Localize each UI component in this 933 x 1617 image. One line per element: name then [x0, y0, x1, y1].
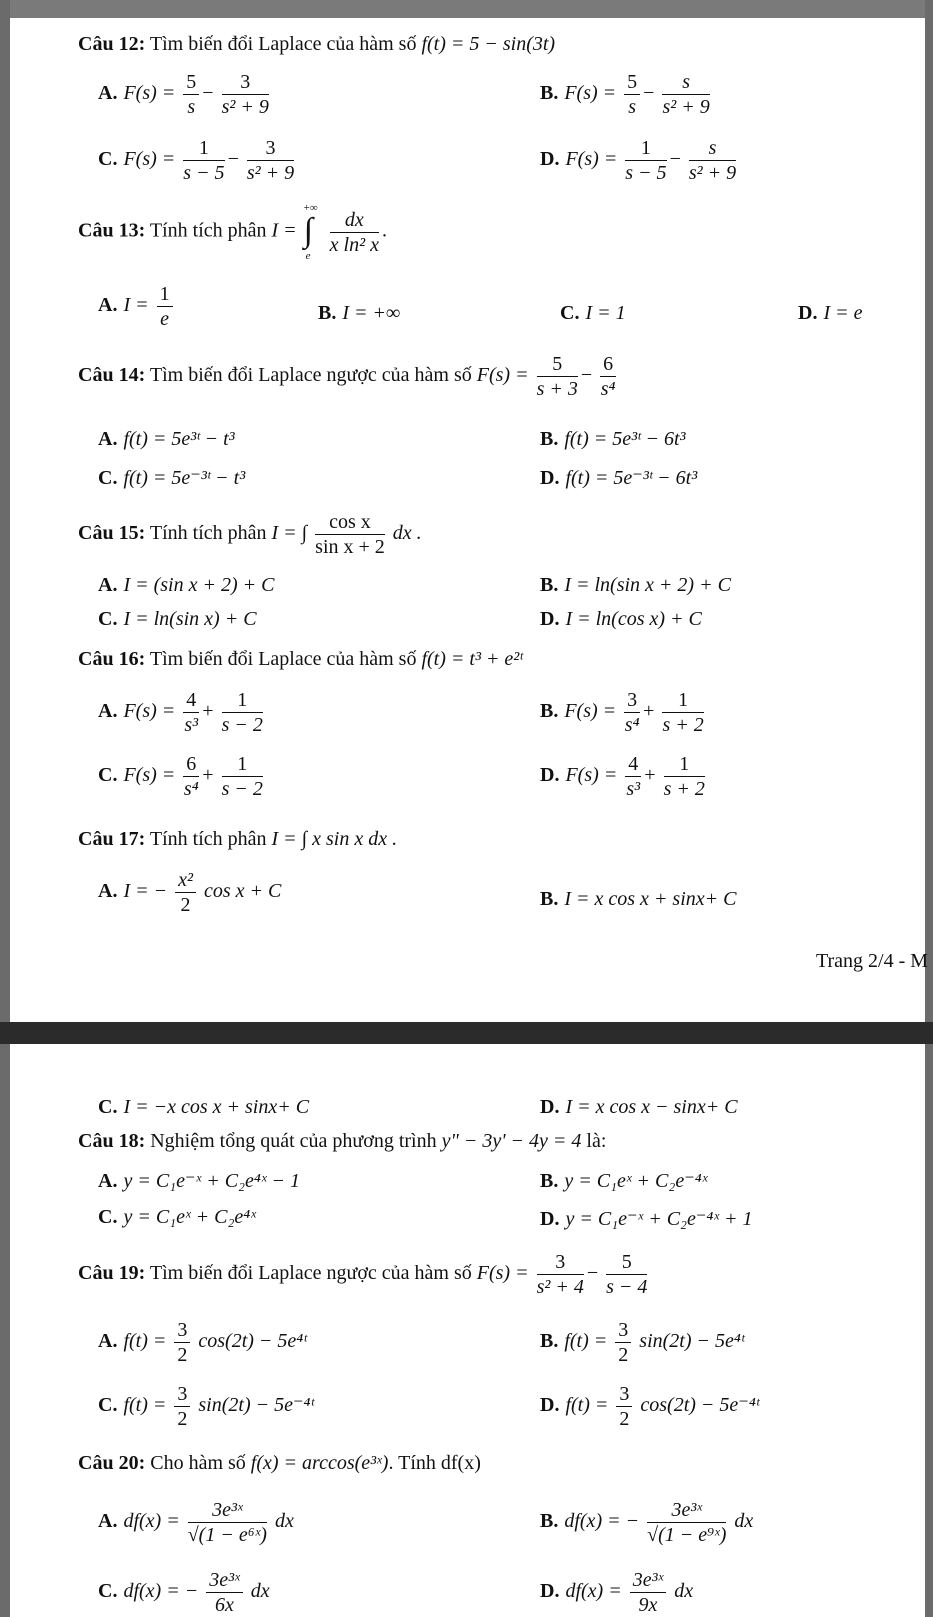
q20-option-d[interactable]: D. df(x) = $\frac{\text{3e³ˣ}}{9x}$ dx: [540, 1569, 694, 1616]
q18-option-d[interactable]: D. y = C₁e⁻ˣ + C₂e⁻⁴ˣ + 1: [540, 1208, 753, 1230]
q14-option-d[interactable]: D. f(t) = 5e⁻³ᵗ − 6t³: [540, 467, 698, 489]
q18-option-c[interactable]: C. y = C₁eˣ + C₂e⁴ˣ: [98, 1206, 256, 1228]
question-17: Câu 17: Tính tích phân I = ∫ x sin x dx .: [78, 828, 398, 850]
q15-option-d[interactable]: D. I = ln(cos x) + C: [540, 608, 702, 630]
q19-option-d[interactable]: D. f(t) = $\frac{3}{2}$ cos(2t) − 5e⁻⁴ᵗ: [540, 1383, 760, 1430]
question-12: Câu 12: Tìm biến đổi Laplace của hàm số f(t) = 5 − sin(3t): [78, 33, 556, 55]
q17-option-a[interactable]: A. I = − $\frac{\text{x²}}{2}$ cos x + C: [98, 869, 282, 916]
q20-option-c[interactable]: C. df(x) = − $\frac{\text{3e³ˣ}}{6x}$ dx: [98, 1569, 270, 1616]
q13-option-b[interactable]: B. I = +∞: [318, 302, 401, 324]
q18-option-a[interactable]: A. y = C₁e⁻ˣ + C₂e⁴ˣ − 1: [98, 1170, 300, 1192]
q15-option-c[interactable]: C. I = ln(sin x) + C: [98, 608, 257, 630]
q12-option-c[interactable]: C. F(s) = $\frac{1}{s - 5}$ − $\frac{3}{\text{s² + 9}}$: [98, 137, 295, 184]
question-15: Câu 15: Tính tích phân I = ∫ $\frac{\text{cos x}}{\text{sin x + 2}}$ dx .: [78, 511, 422, 558]
question-13: Câu 13: Tính tích phân I = +∞ ∫ e $\frac{dx}{\text{x ln² x}}$ .: [78, 202, 387, 262]
q15-option-b[interactable]: B. I = ln(sin x + 2) + C: [540, 574, 731, 596]
q17-option-d[interactable]: D. I = x cos x − sinx+ C: [540, 1096, 738, 1118]
q16-option-c[interactable]: C. F(s) = $\frac{6}{\text{s⁴}}$ + $\frac{1}{s - 2}$: [98, 753, 263, 800]
q13-option-a[interactable]: A. I = $\frac{1}{e}$: [98, 282, 176, 331]
question-18: Câu 18: Nghiệm tổng quát của phương trình y" − 3y' − 4y = 4 là:: [78, 1130, 607, 1152]
q17-option-b[interactable]: B. I = x cos x + sinx+ C: [540, 888, 737, 910]
q20-option-a[interactable]: A. df(x) = $\frac{\text{3e³ˣ}}{\text{√(1 − e⁶ˣ)}}$ dx: [98, 1499, 294, 1546]
q19-option-a[interactable]: A. f(t) = $\frac{3}{2}$ cos(2t) − 5e⁴ᵗ: [98, 1319, 307, 1366]
q16-option-d[interactable]: D. F(s) = $\frac{4}{\text{s³}}$ + $\frac{1}{s + 2}$: [540, 753, 705, 800]
q12-option-a[interactable]: A. F(s) = $\frac{5}{s}$ − $\frac{3}{\text{s² + 9}}$: [98, 71, 269, 118]
page-separator: [0, 1022, 933, 1044]
q12-option-b[interactable]: B. F(s) = $\frac{5}{s}$ − $\frac{s}{\text{s² + 9}}$: [540, 71, 710, 118]
q16-option-a[interactable]: A. F(s) = $\frac{4}{\text{s³}}$ + $\frac{1}{s - 2}$: [98, 689, 263, 736]
integral-sign: +∞ ∫ e: [303, 202, 318, 262]
q15-option-a[interactable]: A. I = (sin x + 2) + C: [98, 574, 275, 596]
q13-option-c[interactable]: C. I = 1: [560, 302, 626, 324]
q18-option-b[interactable]: B. y = C₁eˣ + C₂e⁻⁴ˣ: [540, 1170, 708, 1192]
q19-option-c[interactable]: C. f(t) = $\frac{3}{2}$ sin(2t) − 5e⁻⁴ᵗ: [98, 1383, 314, 1430]
question-19: Câu 19: Tìm biến đổi Laplace ngược của hàm số F(s) = $\frac{3}{\text{s² + 4}}$ − $\frac{5}{s - 4}$: [78, 1251, 648, 1298]
q17-option-c[interactable]: C. I = −x cos x + sinx+ C: [98, 1096, 310, 1118]
q14-option-a[interactable]: A. f(t) = 5e³ᵗ − t³: [98, 428, 235, 450]
q20-option-b[interactable]: B. df(x) = − $\frac{\text{3e³ˣ}}{\text{√(1 − e⁹ˣ)}}$ dx: [540, 1499, 754, 1546]
q14-option-b[interactable]: B. f(t) = 5e³ᵗ − 6t³: [540, 428, 686, 450]
left-border: [0, 0, 10, 1617]
page-footer: Trang 2/4 - M: [816, 950, 929, 972]
q13-option-d[interactable]: D. I = e: [798, 302, 863, 324]
q14-option-c[interactable]: C. f(t) = 5e⁻³ᵗ − t³: [98, 467, 246, 489]
question-20: Câu 20: Cho hàm số f(x) = arccos(e³ˣ). Tính df(x): [78, 1452, 481, 1474]
q16-option-b[interactable]: B. F(s) = $\frac{3}{\text{s⁴}}$ + $\frac{1}{s + 2}$: [540, 689, 704, 736]
right-border: [925, 0, 933, 1617]
q19-option-b[interactable]: B. f(t) = $\frac{3}{2}$ sin(2t) − 5e⁴ᵗ: [540, 1319, 745, 1366]
question-16: Câu 16: Tìm biến đổi Laplace của hàm số f(t) = t³ + e²ᵗ: [78, 648, 523, 670]
q12-option-d[interactable]: D. F(s) = $\frac{1}{s - 5}$ − $\frac{s}{\text{s² + 9}}$: [540, 137, 737, 184]
question-14: Câu 14: Tìm biến đổi Laplace ngược của hàm số F(s) = $\frac{5}{s + 3}$ − $\frac{6}{\text{s⁴}}$: [78, 353, 616, 400]
top-border: [0, 0, 933, 18]
